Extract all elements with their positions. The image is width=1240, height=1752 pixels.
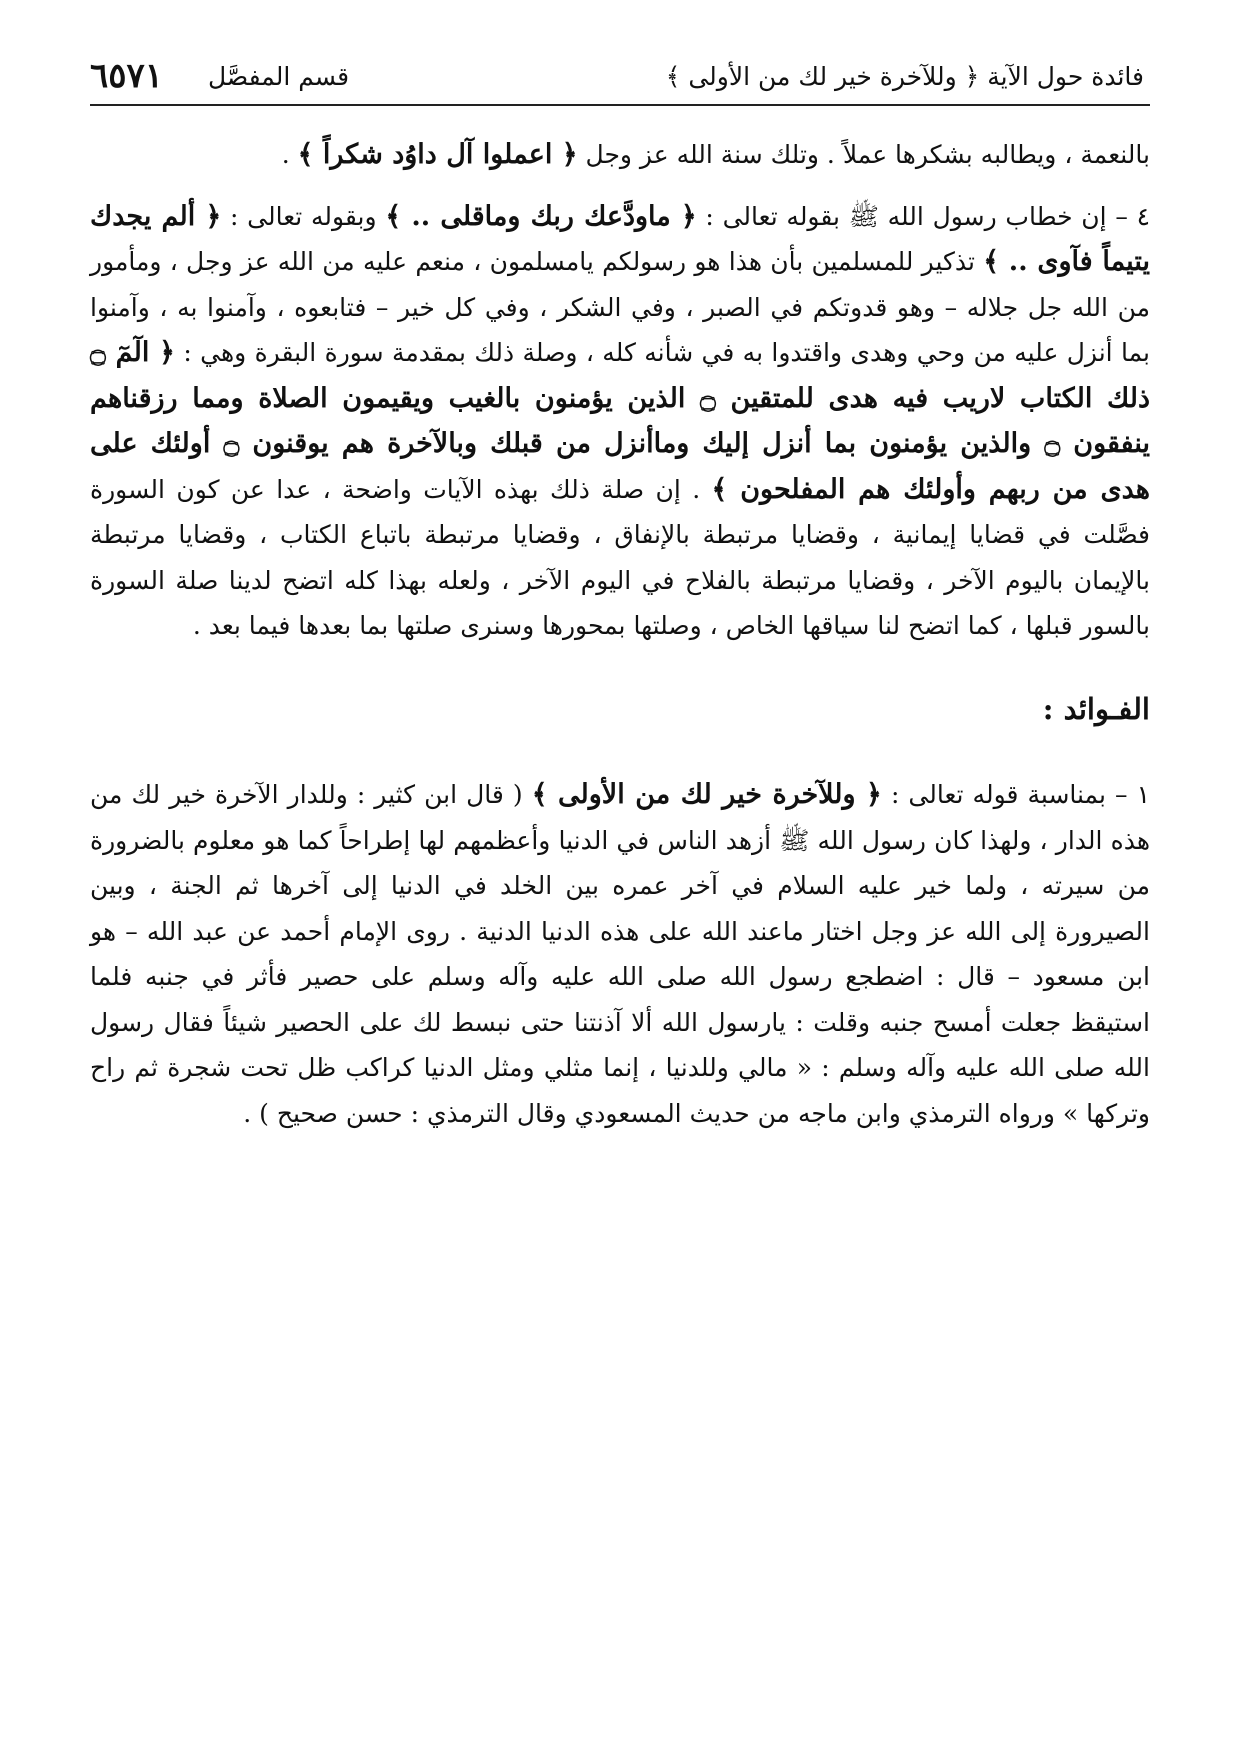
text-span: . إن صلة ذلك بهذه الآيات واضحة ، عدا عن كون السورة فصَّلت في قضايا إيمانية ، وقضايا مرتبطة بالإنفاق ، وقضايا مرتبطة باتباع الكتاب ، وقضايا مرتبطة بالإيمان باليوم الآخر ، وقضايا مرتبطة بالفلاح في اليوم الآخر ، ولعله بهذا كله اتضح لدينا صلة السورة بالسور قبلها ، كما اتضح لنا سياقها الخاص ، وصلتها بمحورها وسنرى صلتها بما بعدها فيما بعد . xyxy=(90,474,1150,640)
text-span: . xyxy=(281,140,298,169)
quran-verse: ﴿ ماودَّعك ربك وماقلى .. ﴾ xyxy=(385,200,697,232)
paragraph-2 xyxy=(90,194,1150,649)
document-page xyxy=(90,48,1150,1708)
paragraph-1 xyxy=(90,132,1150,178)
section-heading: الفـوائد : xyxy=(1042,691,1150,726)
running-header xyxy=(90,48,1150,106)
text-span: ( قال ابن كثير : وللدار الآخرة خير لك من هذه الدار ، ولهذا كان رسول الله ﷺ أزهد الناس في الدنيا وأعظمهم لها إطراحاً كما هو معلوم بالضرورة من سيرته ، ولما خير عليه السلام في آخر عمره بين الخلد في الدنيا إلى آخرها ثم الجنة ، وبين الصيرورة إلى الله عز وجل اختار ماعند الله على هذه الدنيا الدنية . روى الإمام أحمد عن عبد الله – هو ابن مسعود – قال : اضطجع رسول الله صلى الله عليه وآله وسلم على حصير فأثر في جنبه فلما استيقظ جعلت أمسح جنبه وقلت : يارسول الله ألا آذنتنا حتى نبسط لك على الحصير شيئاً فقال رسول الله صلى الله عليه وآله وسلم : « مالي وللدنيا ، إنما مثلي ومثل الدنيا كراكب ظل تحت شجرة ثم راح وتركها » ورواه الترمذي وابن ماجه من حديث المسعودي وقال الترمذي : حسن صحيح ) . xyxy=(90,780,1150,1128)
quran-verse: ﴿ وللآخرة خير لك من الأولى ﴾ xyxy=(531,779,882,810)
text-span: تذكير للمسلمين بأن هذا هو رسولكم يامسلمون ، منعم عليه من الله عز وجل ، ومأمور من الله جل جلاله – وهو قدوتكم في الصبر ، وفي الشكر ، وفي كل خير – فتابعوه ، وآمنوا به ، وآمنوا بما أنزل عليه من وحي وهدى واقتدوا به في شأنه كله ، وصلة ذلك بمقدمة سورة البقرة وهي : xyxy=(90,247,1150,367)
text-span: وبقوله تعالى : xyxy=(221,201,386,231)
text-span: ١ – بمناسبة قوله تعالى : xyxy=(881,780,1151,809)
header-section-name: قسم المفصَّل xyxy=(208,62,350,91)
text-span: ٤ – إن خطاب رسول الله ﷺ بقوله تعالى : xyxy=(696,201,1150,231)
page-number: ٦٥٧١ xyxy=(90,56,164,96)
quran-verse: ﴿ ألم يجدك يتيماً فآوى .. ﴾ xyxy=(90,200,1150,277)
header-title: فائدة حول الآية ﴿ وللآخرة خير لك من الأولى ﴾ xyxy=(665,62,1144,91)
quran-verse: ﴿ اعملوا آل داوُد شكراً ﴾ xyxy=(297,139,578,170)
paragraph-3 xyxy=(90,772,1150,1136)
quran-verse: ﴿ الٓمٓ ۝ ذلك الكتاب لاريب فيه هدى للمتقين ۝ الذين يؤمنون بالغيب ويقيمون الصلاة ومما رزقناهم ينفقون ۝ والذين يؤمنون بما أنزل إليك وماأنزل من قبلك وبالآخرة هم يوقنون ۝ أولئك على هدى من ربهم وأولئك هم المفلحون ﴾ xyxy=(90,337,1150,505)
body-text xyxy=(90,132,1150,1136)
text-span: بالنعمة ، ويطالبه بشكرها عملاً . وتلك سنة الله عز وجل xyxy=(577,140,1150,169)
